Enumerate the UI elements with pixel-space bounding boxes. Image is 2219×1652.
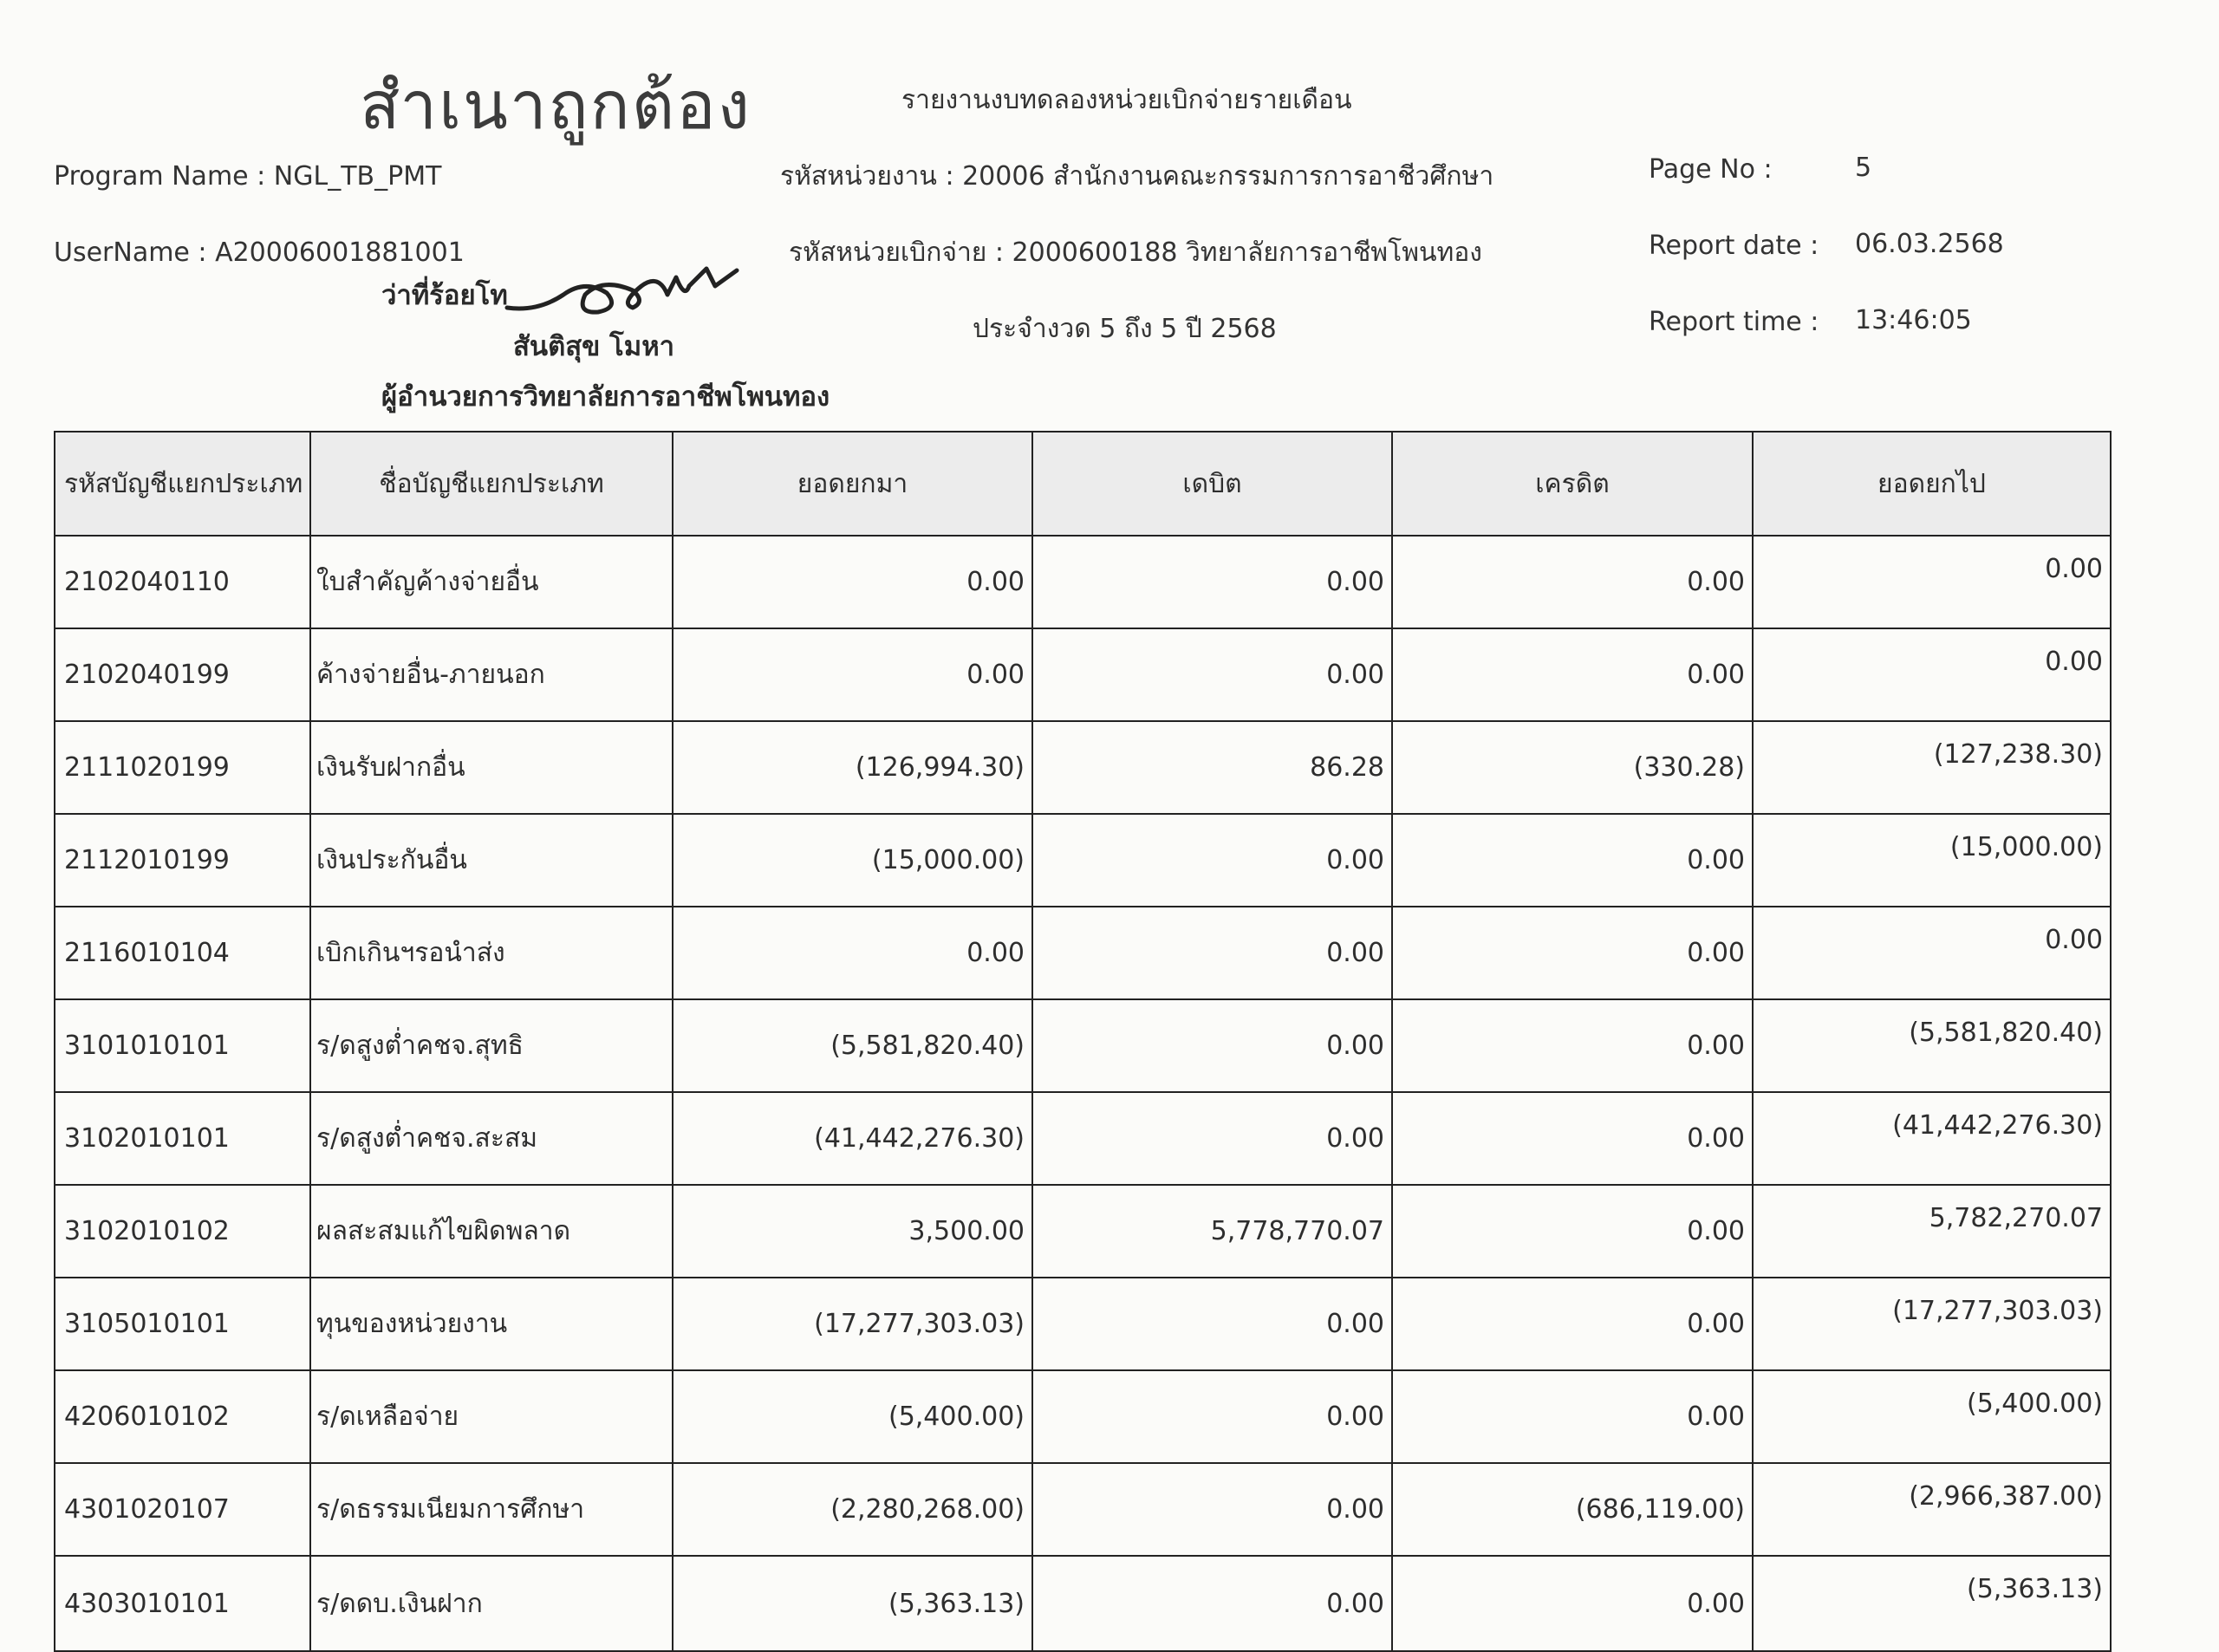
account-name: ร/ดธรรมเนียมการศึกษา — [310, 1463, 673, 1556]
opening-balance: 0.00 — [673, 907, 1032, 999]
credit: 0.00 — [1392, 536, 1753, 628]
account-code: 2116010104 — [55, 907, 310, 999]
table-row — [55, 628, 2111, 721]
table-row — [55, 1092, 2111, 1185]
page-no-label: Page No : — [1649, 154, 1773, 185]
report-title: รายงานงบทดลองหน่วยเบิกจ่ายรายเดือน — [901, 85, 1352, 115]
closing-balance: (17,277,303.03) — [1753, 1278, 2111, 1370]
closing-balance: (5,400.00) — [1753, 1370, 2111, 1463]
credit: 0.00 — [1392, 907, 1753, 999]
account-code: 2102040110 — [55, 536, 310, 628]
table-row — [55, 1463, 2111, 1556]
debit: 0.00 — [1032, 999, 1392, 1092]
account-name: ค้างจ่ายอื่น-ภายนอก — [310, 628, 673, 721]
opening-balance: 0.00 — [673, 628, 1032, 721]
account-code: 4301020107 — [55, 1463, 310, 1556]
credit: 0.00 — [1392, 814, 1753, 907]
account-name: ทุนของหน่วยงาน — [310, 1278, 673, 1370]
col-header-account-name: ชื่อบัญชีแยกประเภท — [310, 432, 673, 536]
debit: 0.00 — [1032, 1463, 1392, 1556]
report-date-value: 06.03.2568 — [1855, 229, 2004, 259]
table-row — [55, 814, 2111, 907]
opening-balance: (41,442,276.30) — [673, 1092, 1032, 1185]
credit: 0.00 — [1392, 1185, 1753, 1278]
debit: 5,778,770.07 — [1032, 1185, 1392, 1278]
page-no-value: 5 — [1855, 153, 1872, 183]
closing-balance: 0.00 — [1753, 628, 2111, 721]
opening-balance: 3,500.00 — [673, 1185, 1032, 1278]
closing-balance: 0.00 — [1753, 536, 2111, 628]
credit: 0.00 — [1392, 1556, 1753, 1651]
table-row — [55, 999, 2111, 1092]
account-name: ผลสะสมแก้ไขผิดพลาด — [310, 1185, 673, 1278]
table-header-row — [55, 432, 2111, 536]
debit: 0.00 — [1032, 1370, 1392, 1463]
account-name: ร/ดสูงต่ำคชจ.สะสม — [310, 1092, 673, 1185]
opening-balance: (126,994.30) — [673, 721, 1032, 814]
account-code: 2112010199 — [55, 814, 310, 907]
col-header-debit: เดบิต — [1032, 432, 1392, 536]
account-name: เงินรับฝากอื่น — [310, 721, 673, 814]
closing-balance: 5,782,270.07 — [1753, 1185, 2111, 1278]
opening-balance: (5,363.13) — [673, 1556, 1032, 1651]
signer-name: สันติสุข โมหา — [513, 331, 675, 362]
report-time-value: 13:46:05 — [1855, 305, 1972, 335]
debit: 0.00 — [1032, 1278, 1392, 1370]
table-row — [55, 1185, 2111, 1278]
table-row — [55, 1556, 2111, 1651]
debit: 0.00 — [1032, 907, 1392, 999]
debit: 0.00 — [1032, 1092, 1392, 1185]
trial-balance-table — [54, 431, 2110, 1652]
opening-balance: (17,277,303.03) — [673, 1278, 1032, 1370]
account-code: 4206010102 — [55, 1370, 310, 1463]
agency-code: รหัสหน่วยงาน : 20006 สำนักงานคณะกรรมการการอาชีวศึกษา — [780, 161, 1494, 192]
disbursing-unit: รหัสหน่วยเบิกจ่าย : 2000600188 วิทยาลัยการอาชีพโพนทอง — [789, 237, 1482, 268]
closing-balance: (15,000.00) — [1753, 814, 2111, 907]
debit: 86.28 — [1032, 721, 1392, 814]
opening-balance: (2,280,268.00) — [673, 1463, 1032, 1556]
signer-position: ผู้อำนวยการวิทยาลัยการอาชีพโพนทอง — [381, 381, 830, 413]
account-name: ใบสำคัญค้างจ่ายอื่น — [310, 536, 673, 628]
opening-balance: (5,400.00) — [673, 1370, 1032, 1463]
closing-balance: (2,966,387.00) — [1753, 1463, 2111, 1556]
opening-balance: (15,000.00) — [673, 814, 1032, 907]
closing-balance: 0.00 — [1753, 907, 2111, 999]
credit: 0.00 — [1392, 628, 1753, 721]
opening-balance: (5,581,820.40) — [673, 999, 1032, 1092]
table-row — [55, 1370, 2111, 1463]
closing-balance: (5,363.13) — [1753, 1556, 2111, 1651]
debit: 0.00 — [1032, 1556, 1392, 1651]
credit: (686,119.00) — [1392, 1463, 1753, 1556]
credit: 0.00 — [1392, 1370, 1753, 1463]
opening-balance: 0.00 — [673, 536, 1032, 628]
credit: (330.28) — [1392, 721, 1753, 814]
account-code: 4303010101 — [55, 1556, 310, 1651]
credit: 0.00 — [1392, 999, 1753, 1092]
debit: 0.00 — [1032, 536, 1392, 628]
closing-balance: (41,442,276.30) — [1753, 1092, 2111, 1185]
report-date-label: Report date : — [1649, 231, 1819, 261]
table-row — [55, 1278, 2111, 1370]
account-name: ร/ดสูงต่ำคชจ.สุทธิ — [310, 999, 673, 1092]
account-code: 3101010101 — [55, 999, 310, 1092]
signer-rank: ว่าที่ร้อยโท — [381, 280, 508, 311]
account-name: ร/ดดบ.เงินฝาก — [310, 1556, 673, 1651]
account-code: 3102010101 — [55, 1092, 310, 1185]
closing-balance: (5,581,820.40) — [1753, 999, 2111, 1092]
report-period: ประจำงวด 5 ถึง 5 ปี 2568 — [973, 314, 1277, 344]
account-code: 2102040199 — [55, 628, 310, 721]
program-name: Program Name : NGL_TB_PMT — [54, 161, 442, 192]
credit: 0.00 — [1392, 1092, 1753, 1185]
col-header-opening-balance: ยอดยกมา — [673, 432, 1032, 536]
col-header-credit: เครดิต — [1392, 432, 1753, 536]
col-header-closing-balance: ยอดยกไป — [1753, 432, 2111, 536]
account-code: 3105010101 — [55, 1278, 310, 1370]
table-row — [55, 721, 2111, 814]
account-name: ร/ดเหลือจ่าย — [310, 1370, 673, 1463]
account-name: เบิกเกินฯรอนำส่ง — [310, 907, 673, 999]
report-time-label: Report time : — [1649, 307, 1819, 337]
table-row — [55, 536, 2111, 628]
closing-balance: (127,238.30) — [1753, 721, 2111, 814]
user-name: UserName : A20006001881001 — [54, 237, 465, 268]
col-header-account-code: รหัสบัญชีแยกประเภท — [55, 432, 310, 536]
handwritten-signature — [503, 260, 745, 329]
certified-copy-stamp: สำเนาถูกต้อง — [360, 67, 752, 144]
debit: 0.00 — [1032, 628, 1392, 721]
credit: 0.00 — [1392, 1278, 1753, 1370]
debit: 0.00 — [1032, 814, 1392, 907]
account-name: เงินประกันอื่น — [310, 814, 673, 907]
account-code: 2111020199 — [55, 721, 310, 814]
account-code: 3102010102 — [55, 1185, 310, 1278]
table-row — [55, 907, 2111, 999]
